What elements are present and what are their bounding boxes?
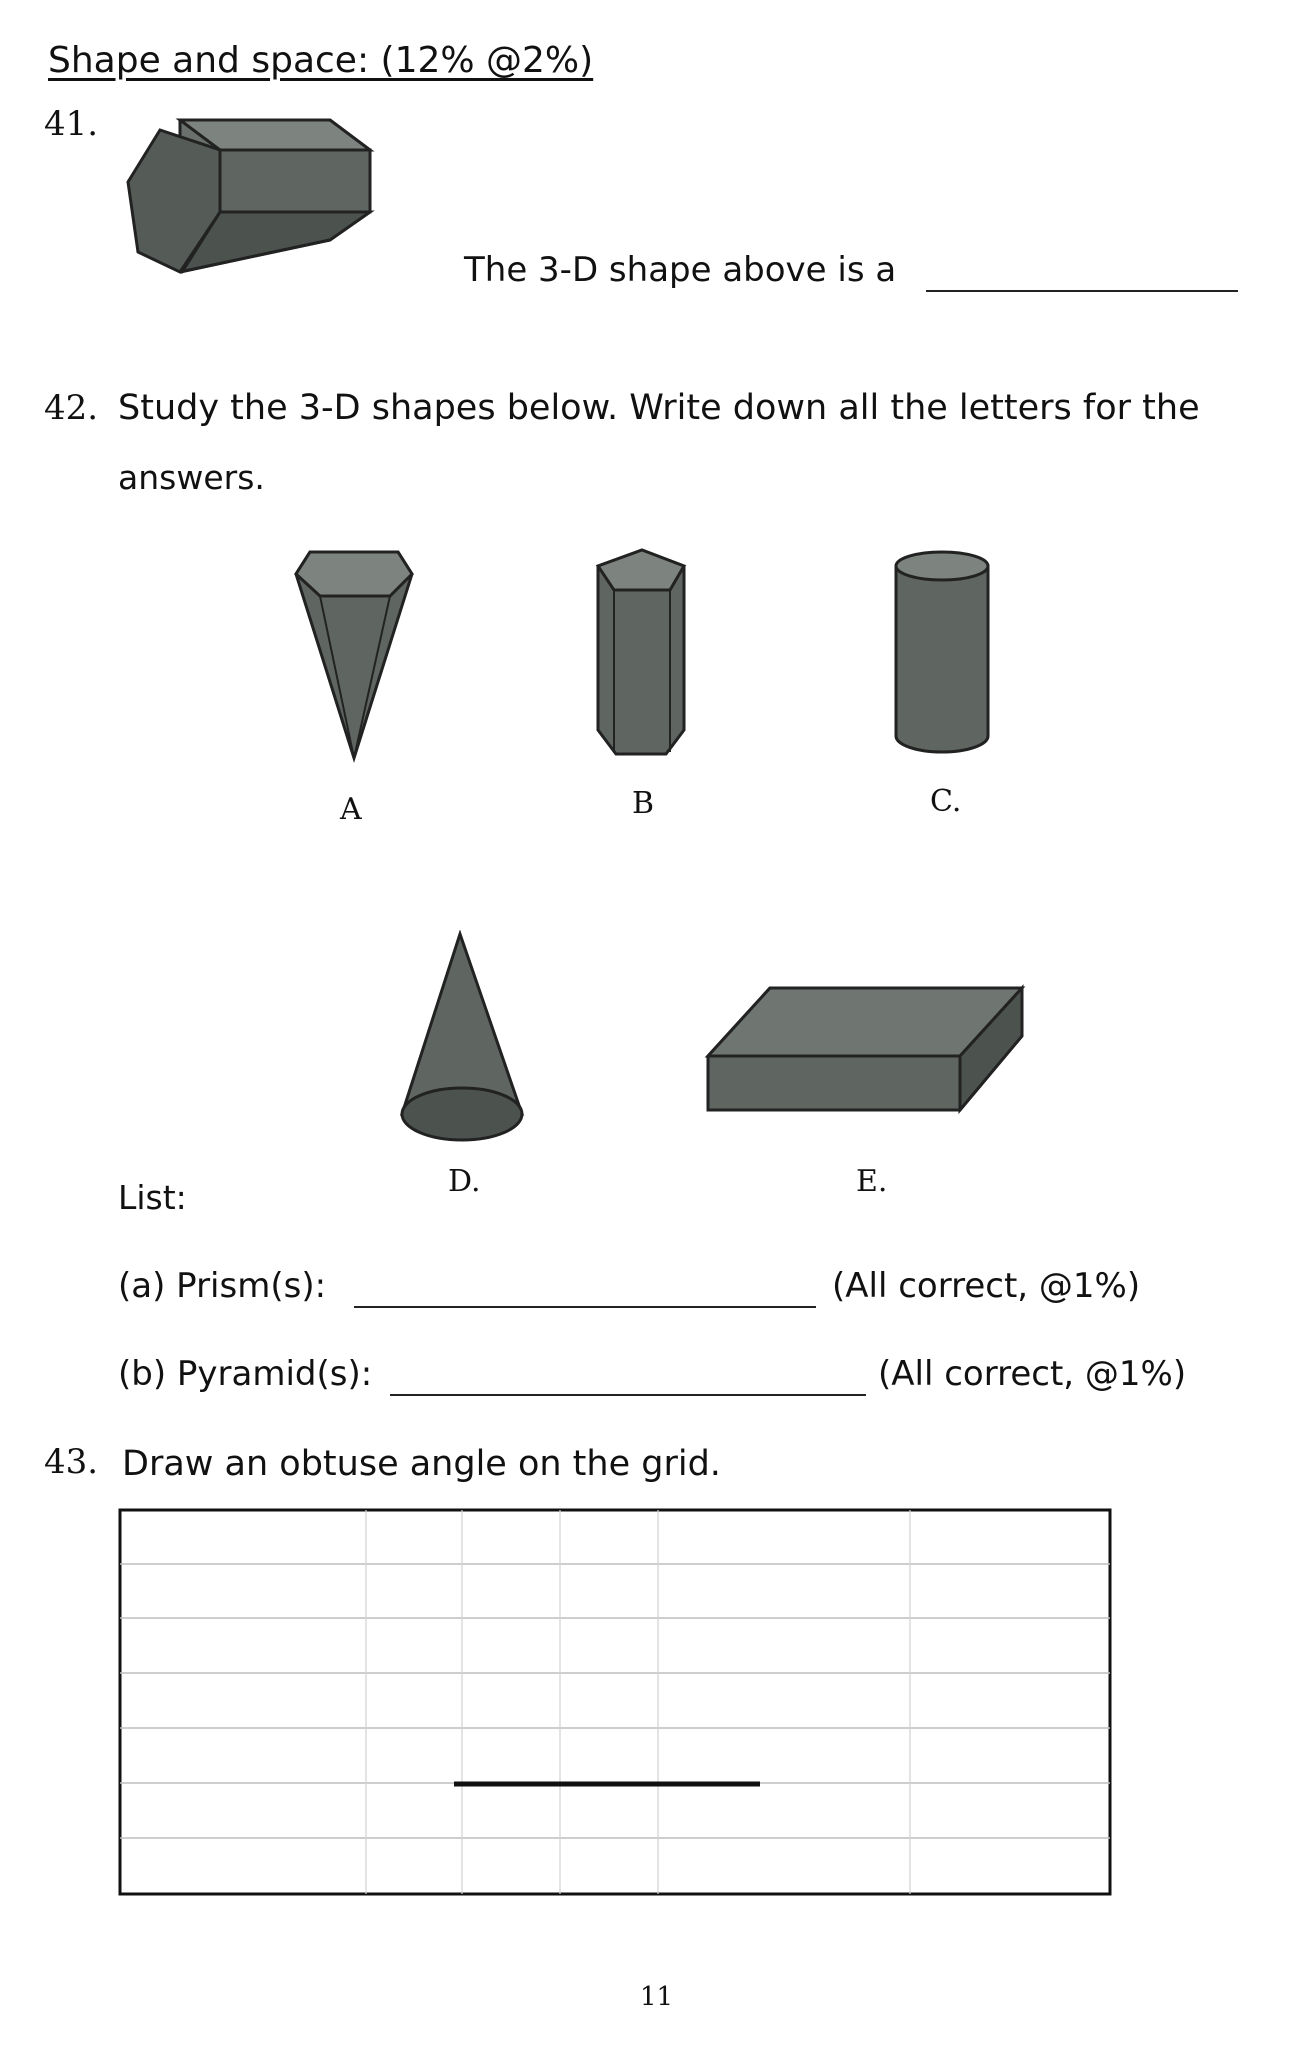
prism-marks: (All correct, @1%) — [832, 1266, 1141, 1306]
shape-a-hexagonal-pyramid — [290, 544, 420, 764]
shape-d-cone — [396, 930, 530, 1150]
list-label: List: — [118, 1178, 187, 1217]
drawing-grid[interactable] — [118, 1508, 1116, 1900]
question-43-number: 43. — [44, 1442, 99, 1482]
shape-b-pentagonal-prism — [590, 544, 700, 759]
question-41-answer-line[interactable] — [926, 290, 1238, 292]
question-41-prompt: The 3-D shape above is a — [464, 250, 897, 290]
question-42-prompt-line2: answers. — [118, 458, 265, 497]
question-42-number: 42. — [44, 388, 99, 428]
shape-d-label: D. — [448, 1164, 481, 1199]
shape-e-label: E. — [856, 1164, 888, 1199]
page-number: 11 — [640, 1982, 674, 2012]
prism-answer-line[interactable] — [354, 1306, 816, 1308]
question-43-prompt: Draw an obtuse angle on the grid. — [122, 1444, 721, 1484]
question-41-number: 41. — [44, 104, 99, 144]
shape-c-cylinder — [888, 548, 998, 758]
shape-b-label: B — [632, 786, 655, 821]
shape-e-cuboid — [702, 980, 1032, 1120]
prism-label: (a) Prism(s): — [118, 1266, 327, 1306]
pyramid-label: (b) Pyramid(s): — [118, 1354, 373, 1394]
section-title: Shape and space: (12% @2%) — [48, 40, 594, 81]
question-42-prompt-line1: Study the 3-D shapes below. Write down all the letters for the — [118, 388, 1200, 428]
pyramid-marks: (All correct, @1%) — [878, 1354, 1187, 1394]
shape-a-label: A — [340, 792, 362, 827]
shape-c-label: C. — [930, 784, 962, 819]
hexagonal-prism-figure — [120, 112, 380, 284]
pyramid-answer-line[interactable] — [390, 1394, 866, 1396]
